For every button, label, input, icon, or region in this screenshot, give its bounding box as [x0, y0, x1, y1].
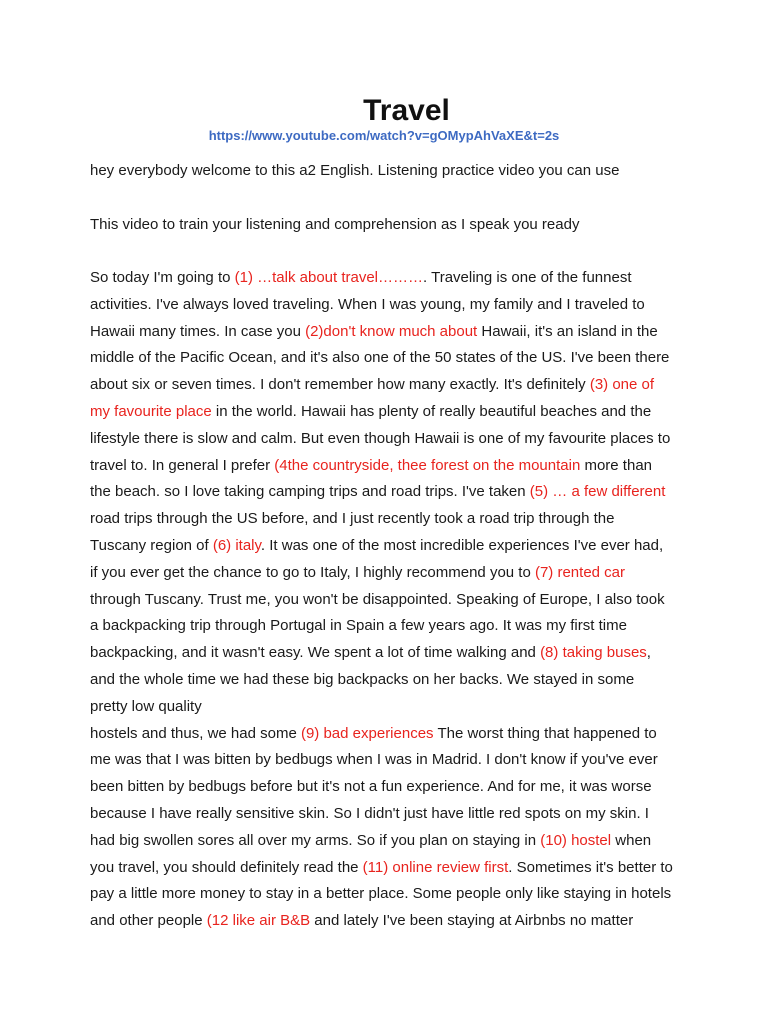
blank-answer: (5) … a few different: [529, 483, 666, 501]
text-line: [90, 721, 690, 748]
text-line: [90, 747, 690, 774]
text-line: [90, 372, 690, 399]
main-paragraph: [90, 265, 690, 935]
text-line: [90, 801, 690, 828]
text-segment: more than: [580, 456, 653, 474]
blank-answer: (6) italy: [212, 536, 261, 554]
text-segment: if you ever get the chance to go to Italy, I highly recommend you to: [90, 563, 535, 581]
text-line: [90, 828, 690, 855]
text-segment: . It was one of the most incredible experiences I've ever had,: [260, 536, 664, 554]
text-segment: you travel, you should definitely read the: [90, 858, 363, 876]
text-segment: So today I'm going to: [90, 269, 235, 286]
text-line: [90, 560, 690, 587]
blank-answer: (9) bad experiences: [300, 724, 434, 742]
text-line: [90, 265, 690, 292]
text-segment: Tuscany region of: [90, 536, 213, 554]
text-line: [90, 426, 690, 453]
text-segment: Hawaii, it's an island in the: [477, 322, 658, 340]
text-segment: and the whole time we had these big backpacks on her backs. We stayed in some: [90, 670, 635, 688]
text-segment: had big swollen sores all over my arms. So if you plan on staying in: [90, 831, 541, 849]
text-segment: in the world. Hawaii has plenty of really beautiful beaches and the: [211, 402, 652, 420]
text-line: [90, 479, 690, 506]
text-line: [90, 774, 690, 801]
text-segment: hostels and thus, we had some: [90, 724, 301, 742]
video-link[interactable]: https://www.youtube.com/watch?v=gOMypAhVaXE&t=2s: [208, 128, 560, 143]
text-segment: through Tuscany. Trust me, you won't be disappointed. Speaking of Europe, I also took: [90, 590, 665, 608]
blank-answer: my favourite place: [90, 402, 212, 420]
text-line: [90, 640, 690, 667]
blank-answer: (11) online review first: [362, 858, 509, 876]
text-segment: pay a little more money to stay in a better place. Some people only like staying in hotels: [90, 885, 672, 903]
text-line: [90, 587, 690, 614]
text-line: [90, 345, 690, 372]
text-segment: . Traveling is one of the funnest: [423, 269, 632, 286]
text-segment: activities. I've always loved traveling. When I was young, my family and I traveled to: [90, 295, 645, 313]
text-segment: a backpacking trip through Portugal in Spain a few years ago. It was my first time: [90, 617, 627, 635]
text-line: [90, 667, 690, 694]
text-line: [90, 453, 690, 480]
text-segment: and other people: [90, 912, 207, 930]
text-line: [90, 694, 690, 721]
text-segment: me was that I was bitten by bedbugs when I was in Madrid. I don't know if you've ever: [90, 751, 658, 769]
intro-paragraph: hey everybody welcome to this a2 English. Listening practice video you can use: [90, 162, 620, 179]
text-line: [90, 506, 690, 533]
blank-answer: (2)don't know much about: [305, 322, 478, 340]
text-segment: when: [611, 831, 652, 849]
text-segment: pretty low quality: [90, 697, 202, 715]
blank-answer: (3) one of: [589, 376, 655, 394]
text-segment: lifestyle there is slow and calm. But even though Hawaii is one of my favourite places to: [90, 429, 671, 447]
text-segment: The worst thing that happened to: [433, 724, 657, 742]
text-segment: middle of the Pacific Ocean, and it's also one of the 50 states of the US. I've been there: [90, 349, 670, 367]
text-line: [90, 613, 690, 640]
blank-answer: (10) hostel: [540, 831, 612, 849]
text-segment: about six or seven times. I don't remember how many exactly. It's definitely: [90, 376, 590, 394]
text-segment: travel to. In general I prefer: [90, 456, 275, 474]
text-segment: because I have really sensitive skin. So I didn't just have little red spots on my skin. I: [90, 804, 649, 822]
text-segment: and lately I've been staying at Airbnbs no matter: [310, 912, 634, 930]
text-line: [90, 399, 690, 426]
blank-answer: (7) rented car: [534, 563, 626, 581]
text-line: [90, 881, 690, 908]
text-line: [90, 533, 690, 560]
text-line: [90, 292, 690, 319]
text-line: [90, 855, 690, 882]
blank-answer: (4the countryside, thee forest on the mountain: [274, 456, 581, 474]
text-segment: road trips through the US before, and I just recently took a road trip through the: [90, 510, 615, 528]
text-segment: ,: [646, 644, 651, 662]
second-paragraph: This video to train your listening and comprehension as I speak you ready: [90, 216, 580, 233]
text-segment: . Sometimes it's better to: [508, 858, 673, 876]
blank-answer: (8) taking buses: [540, 644, 647, 662]
page-title: Travel: [363, 94, 450, 127]
blank-answer: (1) …talk about travel………: [234, 269, 424, 286]
text-segment: Hawaii many times. In case you: [90, 322, 306, 340]
text-segment: the beach. so I love taking camping trips and road trips. I've taken: [90, 483, 530, 501]
text-segment: been bitten by bedbugs before but it's not a fun experience. And for me, it was worse: [90, 778, 652, 796]
blank-answer: (12 like air B&B: [206, 912, 311, 930]
text-segment: backpacking, and it wasn't easy. We spent a lot of time walking and: [90, 644, 541, 662]
text-line: [90, 319, 690, 346]
text-line: [90, 908, 690, 935]
